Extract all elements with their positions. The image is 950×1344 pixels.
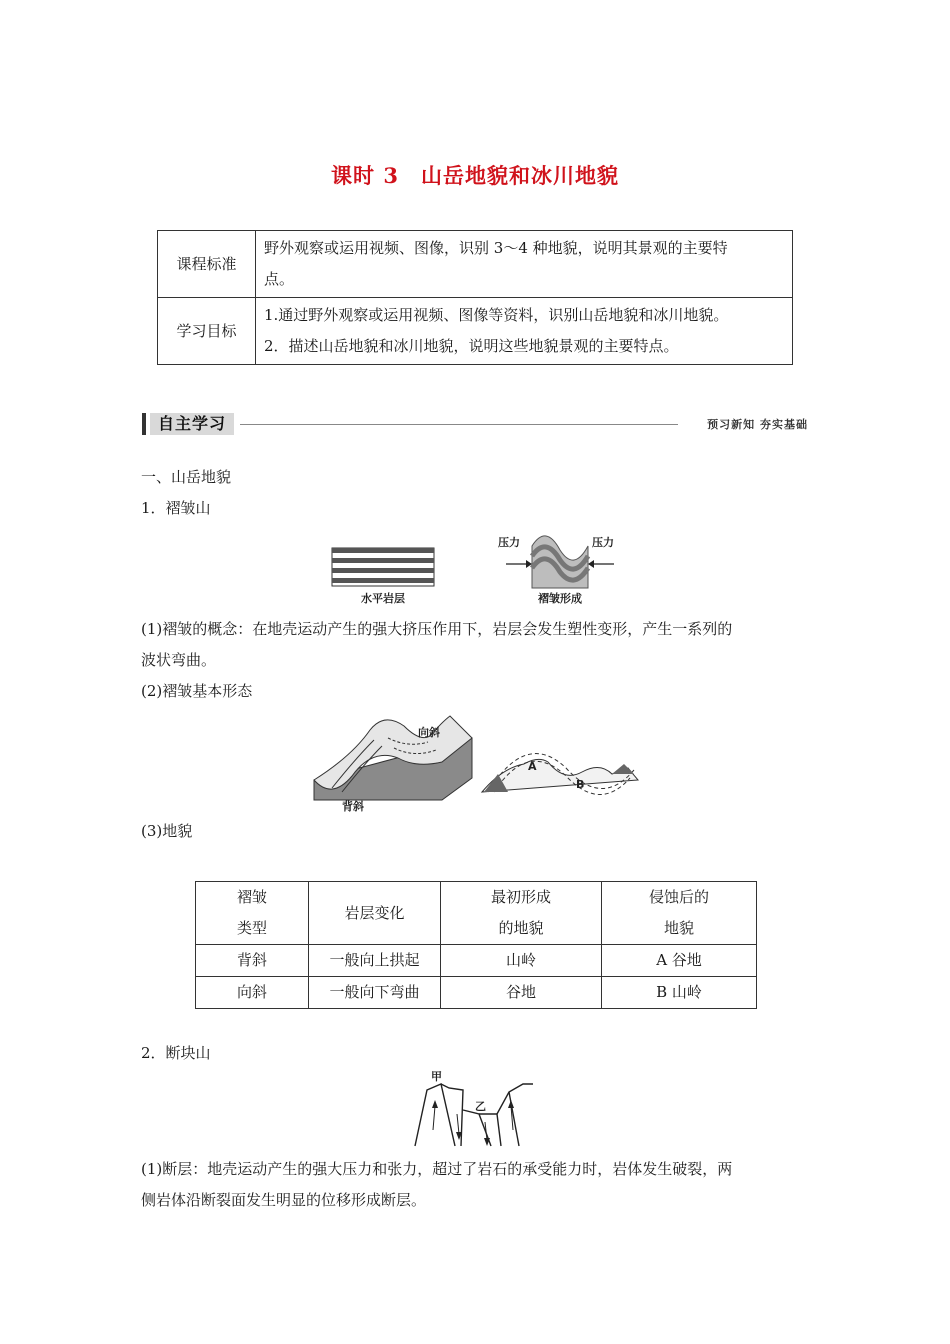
header-cell: 最初形成 的地貌 — [441, 882, 602, 945]
force-right-label: 压力 — [592, 536, 614, 549]
label-yi: 乙 — [475, 1100, 486, 1113]
paragraph-fold-concept — [141, 614, 811, 676]
table-cell: 谷地 — [441, 977, 602, 1009]
fold-block-diagram-icon — [314, 716, 472, 800]
table-row — [196, 945, 757, 977]
header-cell: 侵蚀后的 地貌 — [602, 882, 757, 945]
horizontal-strata-caption: 水平岩层 — [361, 592, 405, 605]
banner-bar — [142, 413, 146, 435]
row-head: 课程标准 — [158, 231, 256, 298]
text-line: 波状弯曲。 — [141, 651, 217, 669]
lesson-number: 课时 3 — [331, 163, 399, 188]
fold-formation-figure — [320, 528, 630, 608]
anticline-label: 背斜 — [342, 800, 364, 813]
table-row — [196, 977, 757, 1009]
header-cell: 褶皱 类型 — [196, 882, 309, 945]
row-content — [256, 298, 793, 365]
label-b: B — [576, 778, 585, 791]
horizontal-strata-icon — [332, 548, 434, 586]
table-cell: 向斜 — [196, 977, 309, 1009]
content-line: 点。 — [264, 270, 295, 288]
text-line: (1)褶皱的概念：在地壳运动产生的强大挤压作用下，岩层会发生塑性变形，产生一系列的 — [141, 620, 733, 638]
subsection-heading: 1．褶皱山 — [141, 499, 211, 517]
paragraph-fold-forms: (2)褶皱基本形态 — [141, 682, 253, 700]
fault-block-figure — [405, 1066, 545, 1148]
fold-formation-caption: 褶皱形成 — [538, 592, 582, 605]
section-banner — [142, 411, 808, 437]
content-line: 1.通过野外观察或运用视频、图像等资料，识别山岳地貌和冰川地貌。 — [264, 306, 729, 324]
table-row — [158, 231, 793, 298]
table-cell: 背斜 — [196, 945, 309, 977]
table-cell: B 山岭 — [602, 977, 757, 1009]
banner-label: 自主学习 — [150, 413, 234, 435]
table-row — [158, 298, 793, 365]
table-cell: 一般向上拱起 — [309, 945, 441, 977]
table-header-row — [196, 882, 757, 945]
paragraph-landforms: (3)地貌 — [141, 822, 193, 840]
subsection-heading: 2．断块山 — [141, 1044, 211, 1062]
page-title — [0, 160, 950, 190]
table-cell: 一般向下弯曲 — [309, 977, 441, 1009]
header-cell: 岩层变化 — [309, 882, 441, 945]
content-line: 野外观察或运用视频、图像，识别 3～4 种地貌，说明其景观的主要特 — [264, 239, 728, 257]
content-line: 2．描述山岳地貌和冰川地貌，说明这些地貌景观的主要特点。 — [264, 337, 679, 355]
banner-rule — [240, 424, 678, 425]
force-left-label: 压力 — [498, 536, 520, 549]
banner-tag: 预习新知 夯实基础 — [707, 418, 808, 431]
arrow-right-icon — [506, 560, 532, 568]
table-cell: A 谷地 — [602, 945, 757, 977]
syncline-label: 向斜 — [418, 726, 440, 739]
arrow-left-icon — [588, 560, 614, 568]
label-a: A — [528, 760, 537, 773]
row-head: 学习目标 — [158, 298, 256, 365]
lesson-topic: 山岳地貌和冰川地貌 — [420, 163, 619, 188]
fold-forms-figure — [312, 708, 642, 814]
table-cell: 山岭 — [441, 945, 602, 977]
section-heading: 一、山岳地貌 — [141, 468, 232, 486]
fold-landform-table — [195, 881, 757, 1009]
eroded-fold-profile-icon — [482, 754, 638, 795]
folded-strata-icon — [532, 536, 588, 588]
text-line: (1)断层：地壳运动产生的强大压力和张力，超过了岩石的承受能力时，岩体发生破裂，两 — [141, 1160, 733, 1178]
paragraph-fault-definition — [141, 1154, 811, 1216]
course-standards-table — [157, 230, 793, 365]
text-line: 侧岩体沿断裂面发生明显的位移形成断层。 — [141, 1191, 427, 1209]
fault-block-profile-icon — [415, 1084, 533, 1146]
row-content — [256, 231, 793, 298]
label-jia: 甲 — [431, 1070, 442, 1083]
